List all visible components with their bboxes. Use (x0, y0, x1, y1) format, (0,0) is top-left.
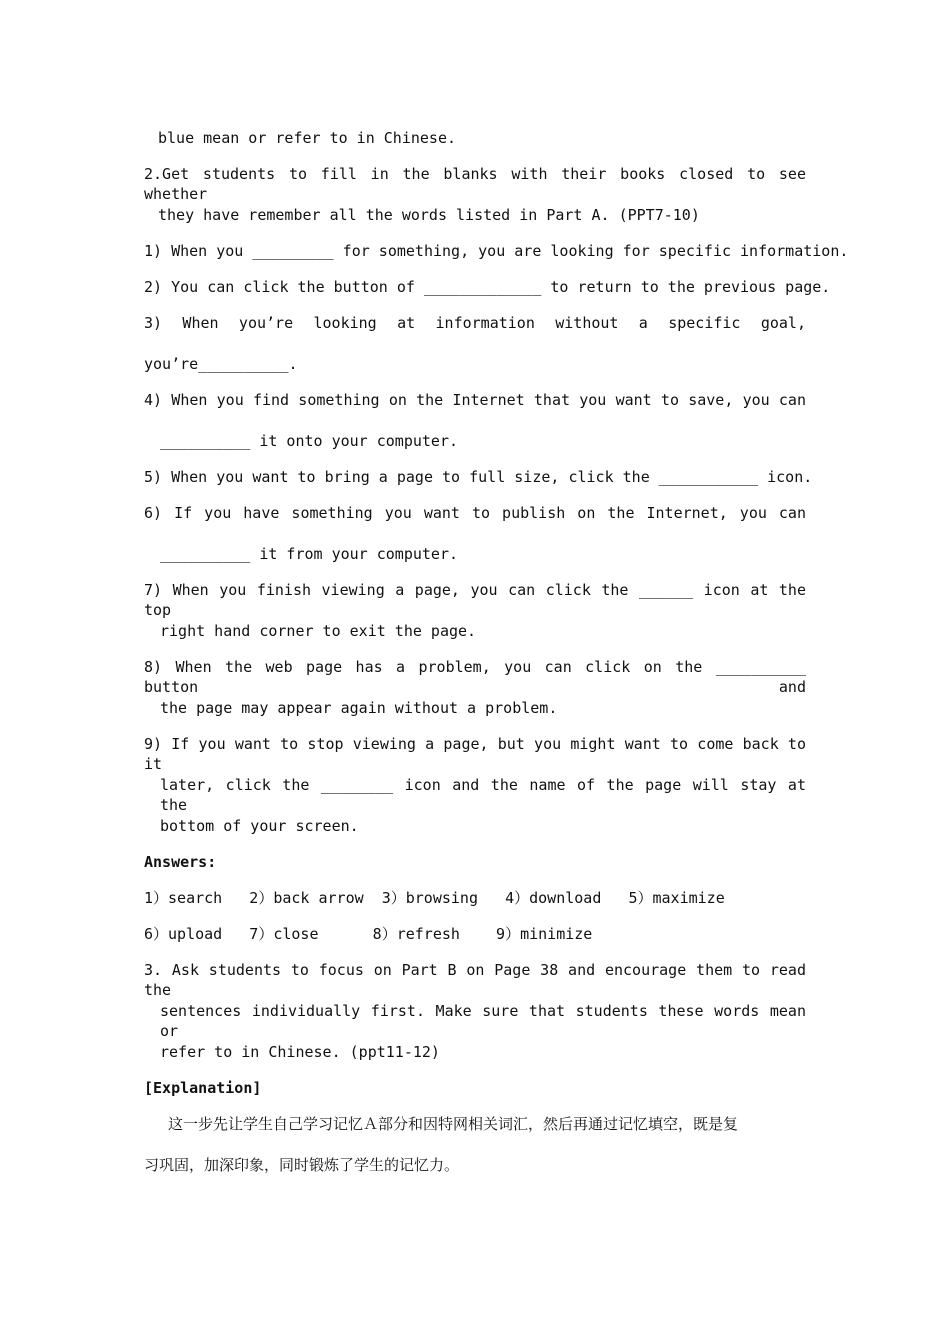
answers-heading: Answers: (144, 853, 217, 871)
question-6: 6) If you have something you want to publish on the Internet, you can (144, 504, 806, 522)
question-7-cont: right hand corner to exit the page. (160, 622, 477, 640)
question-8-cont: the page may appear again without a problem. (160, 699, 558, 717)
question-8: 8) When the web page has a problem, you can click on the __________ button and (144, 658, 806, 696)
question-7: 7) When you finish viewing a page, you can click the ______ icon at the top (144, 581, 806, 619)
step-3-cont-2: refer to in Chinese. (ppt11-12) (160, 1043, 440, 1061)
answers-line-1: 1）search 2）back arrow 3）browsing 4）download 5）maximize (144, 889, 725, 907)
question-4-cont: __________ it onto your computer. (160, 432, 459, 450)
question-1: 1) When you _________ for something, you are looking for specific information. (144, 242, 849, 260)
question-9: 9) If you want to stop viewing a page, but you might want to come back to it (144, 735, 806, 773)
question-3: 3) When you’re looking at information without a specific goal, (144, 314, 806, 332)
explanation-heading: [Explanation] (144, 1079, 262, 1097)
question-4: 4) When you find something on the Internet that you want to save, you can (144, 391, 806, 409)
question-9-cont: later, click the ________ icon and the name of the page will stay at the (160, 776, 806, 814)
question-9-cont-2: bottom of your screen. (160, 817, 359, 835)
step-2-line: 2.Get students to fill in the blanks with their books closed to see whether (144, 165, 806, 203)
step-3-line: 3. Ask students to focus on Part B on Page 38 and encourage them to read the (144, 961, 806, 999)
text-line: blue mean or refer to in Chinese. (158, 129, 457, 147)
chinese-explanation-line-1: 这一步先让学生自己学习记忆Ａ部分和因特网相关词汇，然后再通过记忆填空，既是复 (168, 1115, 739, 1133)
step-3-cont: sentences individually first. Make sure that students these words mean or (160, 1002, 806, 1040)
answers-line-2: 6）upload 7）close 8）refresh 9）minimize (144, 925, 593, 943)
text-line: they have remember all the words listed in Part A. (PPT7-10) (158, 206, 700, 224)
question-3-cont: you’re__________. (144, 355, 298, 373)
question-5: 5) When you want to bring a page to full size, click the ___________ icon. (144, 468, 813, 486)
question-6-cont: __________ it from your computer. (160, 545, 459, 563)
chinese-explanation-line-2: 习巩固，加深印象，同时锻炼了学生的记忆力。 (144, 1156, 460, 1174)
question-2: 2) You can click the button of _____________ to return to the previous page. (144, 278, 831, 296)
